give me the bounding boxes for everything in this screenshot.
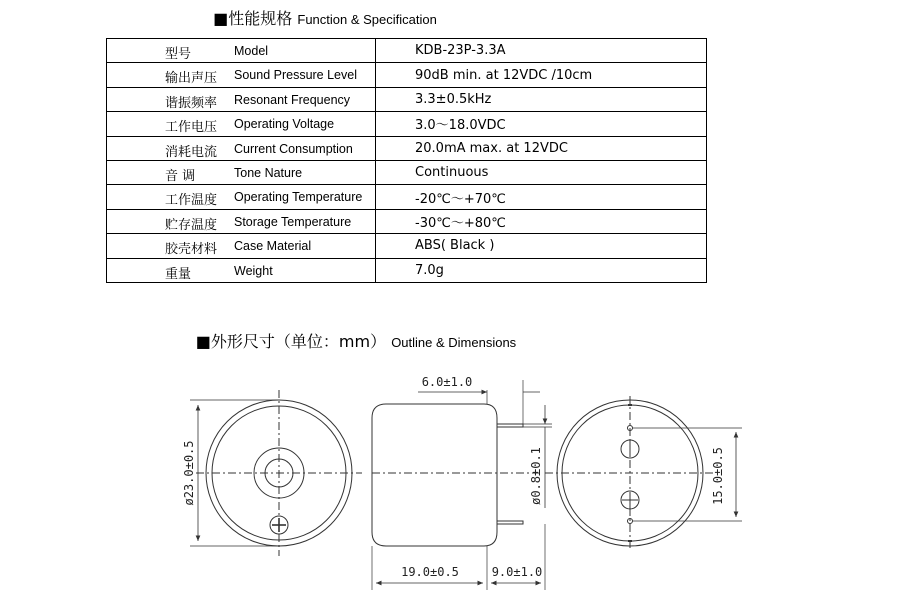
spec-label-en: Current Consumption <box>234 141 353 156</box>
spec-label-cell <box>107 39 376 63</box>
spec-heading <box>0 6 775 29</box>
diameter-label: ø23.0±0.5 <box>182 440 196 506</box>
spec-label-cell <box>107 234 376 258</box>
spec-label-cn: 贮存温度 <box>165 217 218 233</box>
spec-table <box>106 38 707 283</box>
spec-label-cn: 工作电压 <box>165 120 218 136</box>
spec-label-cell <box>107 258 376 282</box>
outline-heading <box>0 329 806 352</box>
outline-drawing <box>0 355 900 613</box>
spec-value: KDB-23P-3.3A <box>376 39 707 63</box>
spec-label-cn: 消耗电流 <box>165 144 218 160</box>
spec-value: 7.0g <box>376 258 707 282</box>
front-view <box>190 390 362 556</box>
spec-label-en: Sound Pressure Level <box>234 68 357 83</box>
spec-label-cn: 输出声压 <box>165 71 218 87</box>
pin-spacing-label: 15.0±0.5 <box>711 447 725 505</box>
spec-label-cell <box>107 185 376 209</box>
pin-offset-label: 6.0±1.0 <box>421 375 473 389</box>
spec-label-cn: 工作温度 <box>165 193 218 209</box>
pin-diameter-label: ø0.8±0.1 <box>529 447 543 505</box>
spec-label-en: Tone Nature <box>234 165 303 180</box>
spec-row <box>107 63 707 87</box>
spec-value: 3.0～18.0VDC <box>376 112 707 136</box>
spec-value: -20℃～+70℃ <box>376 185 707 209</box>
spec-row <box>107 112 707 136</box>
spec-row <box>107 209 707 233</box>
spec-label-cell <box>107 160 376 184</box>
spec-label-cn: 重量 <box>165 266 192 282</box>
spec-heading-cn: ■性能规格 <box>213 9 293 28</box>
spec-label-en: Operating Voltage <box>234 117 335 132</box>
spec-row <box>107 136 707 160</box>
spec-label-cn: 音 调 <box>165 168 196 184</box>
spec-label-cn: 谐振频率 <box>165 95 218 111</box>
spec-value: ABS( Black ) <box>376 234 707 258</box>
spec-label-en: Storage Temperature <box>234 214 352 229</box>
spec-value: 90dB min. at 12VDC /10cm <box>376 63 707 87</box>
spec-label-cn: 型号 <box>165 47 192 62</box>
outline-heading-cn: ■外形尺寸（单位：mm） <box>195 332 387 351</box>
spec-label-en: Operating Temperature <box>234 190 363 205</box>
spec-value: Continuous <box>376 160 707 184</box>
spec-label-cell <box>107 136 376 160</box>
spec-label-en: Resonant Frequency <box>234 92 351 107</box>
spec-label-en: Weight <box>234 263 273 278</box>
spec-value: 3.3±0.5kHz <box>376 87 707 111</box>
spec-row <box>107 234 707 258</box>
spec-label-cell <box>107 209 376 233</box>
spec-label-en: Case Material <box>234 239 312 254</box>
body-height-label: 19.0±0.5 <box>401 565 459 579</box>
spec-row <box>107 258 707 282</box>
spec-label-cell <box>107 112 376 136</box>
spec-value: 20.0mA max. at 12VDC <box>376 136 707 160</box>
spec-row <box>107 160 707 184</box>
outline-heading-en: Outline & Dimensions <box>391 335 517 350</box>
spec-label-cn: 胶壳材料 <box>165 242 218 258</box>
spec-row <box>107 39 707 63</box>
spec-label-cell <box>107 63 376 87</box>
spec-row <box>107 185 707 209</box>
spec-value: -30℃～+80℃ <box>376 209 707 233</box>
spec-label-en: Model <box>234 44 269 58</box>
spec-heading-en: Function & Specification <box>297 12 437 27</box>
spec-label-cell <box>107 87 376 111</box>
pin-length-label: 9.0±1.0 <box>491 565 543 579</box>
spec-row <box>107 87 707 111</box>
side-view <box>372 380 552 590</box>
